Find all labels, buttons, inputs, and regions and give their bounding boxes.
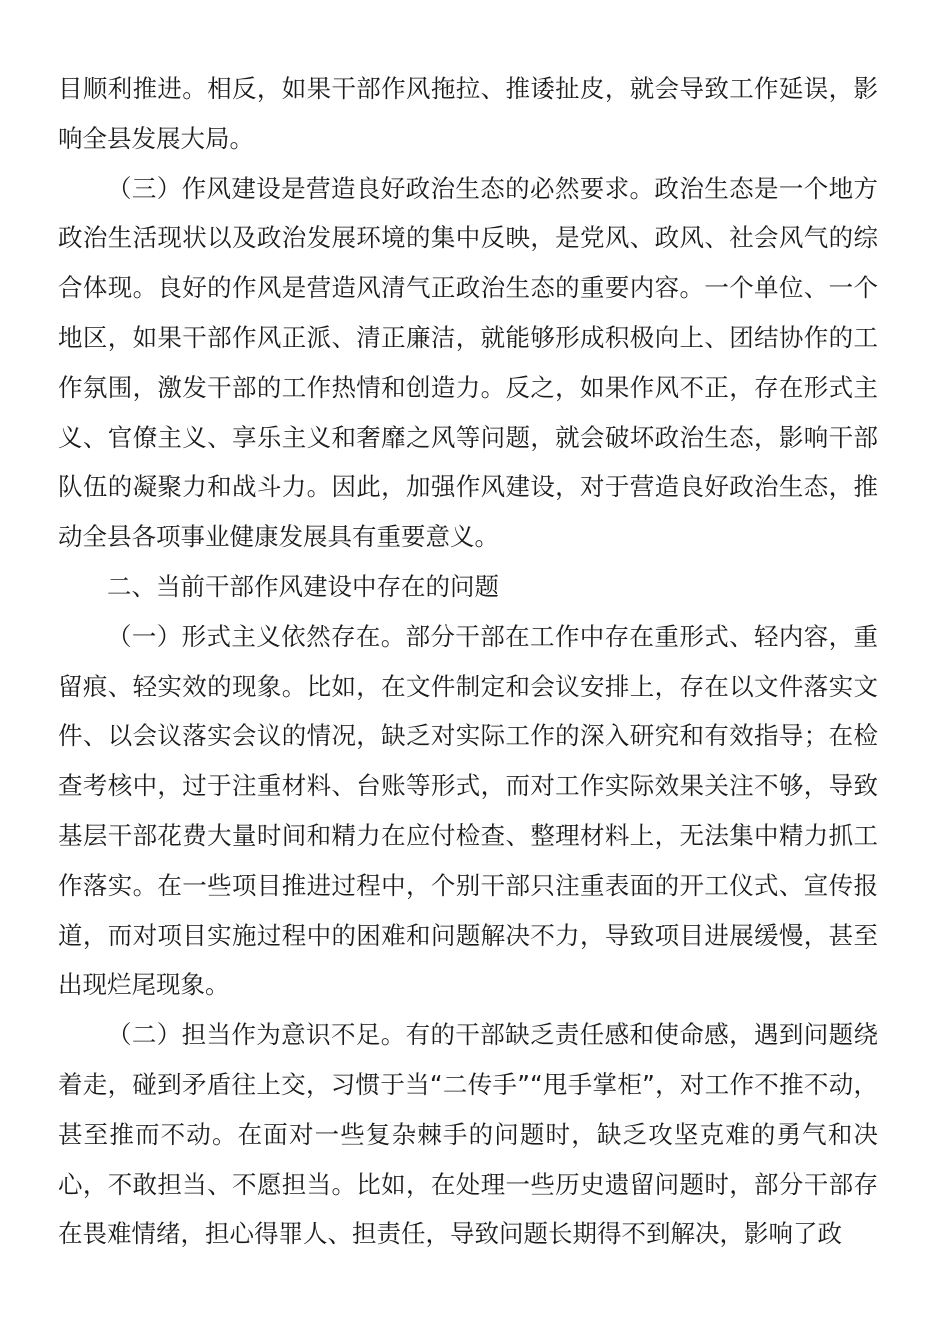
paragraph-continuation: 目顺利推进。相反，如果干部作风拖拉、推诿扯皮，就会导致工作延误，影响全县发展大局。 xyxy=(58,74,878,153)
paragraph-section-three: （三）作风建设是营造良好政治生态的必然要求。政治生态是一个地方政治生活现状以及政治发展环境的集中反映，是党风、政风、社会风气的综合体现。良好的作风是营造风清气正政治生态的重要内容。一个单位、一个地区，如果干部作风正派、清正廉洁，就能够形成积极向上、团结协作的工作氛围，激发干部的工作热情和创造力。反之，如果作风不正，存在形式主义、官僚主义、享乐主义和奢靡之风等问题，就会破坏政治生态，影响干部队伍的凝聚力和战斗力。因此，加强作风建设，对于营造良好政治生态，推动全县各项事业健康发展具有重要意义。 xyxy=(58,173,878,552)
document-page xyxy=(58,64,878,1259)
paragraph-subsection-one: （一）形式主义依然存在。部分干部在工作中存在重形式、轻内容，重留痕、轻实效的现象。比如，在文件制定和会议安排上，存在以文件落实文件、以会议落实会议的情况，缺乏对实际工作的深入研究和有效指导；在检查考核中，过于注重材料、台账等形式，而对工作实际效果关注不够，导致基层干部花费大量时间和精力在应付检查、整理材料上，无法集中精力抓工作落实。在一些项目推进过程中，个别干部只注重表面的开工仪式、宣传报道，而对项目实施过程中的困难和问题解决不力，导致项目进展缓慢，甚至出现烂尾现象。 xyxy=(58,621,878,1000)
section-heading-two: 二、当前干部作风建设中存在的问题 xyxy=(107,571,499,601)
paragraph-subsection-two: （二）担当作为意识不足。有的干部缺乏责任感和使命感，遇到问题绕着走，碰到矛盾往上交，习惯于当“二传手”“甩手掌柜”，对工作不推不动，甚至推而不动。在面对一些复杂棘手的问题时，缺乏攻坚克难的勇气和决心，不敢担当、不愿担当。比如，在处理一些历史遗留问题时，部分干部存在畏难情绪，担心得罪人、担责任，导致问题长期得不到解决，影响了政 xyxy=(58,1020,878,1249)
